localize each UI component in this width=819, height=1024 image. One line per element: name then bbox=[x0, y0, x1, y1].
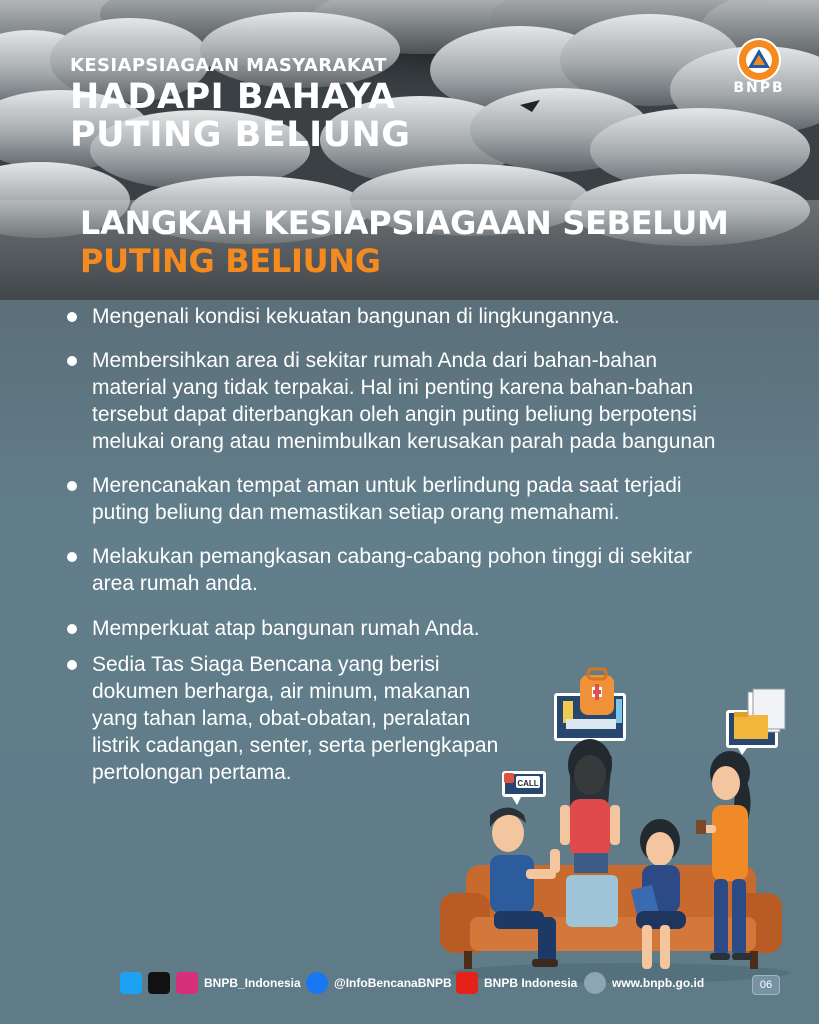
bullet-icon bbox=[67, 624, 77, 634]
header-title bbox=[70, 54, 450, 154]
footer bbox=[0, 968, 819, 998]
list-item-line: Memperkuat atap bangunan rumah Anda. bbox=[92, 617, 480, 640]
bullet-icon bbox=[67, 660, 77, 670]
list-item bbox=[92, 303, 620, 330]
youtube-icon[interactable] bbox=[456, 972, 478, 994]
list-item-line: listrik cadangan, senter, serta perlengkapan bbox=[92, 734, 499, 757]
section-title-line2: PUTING BELIUNG bbox=[80, 242, 381, 280]
list-item-line: Merencanakan tempat aman untuk berlindung pada saat terjadi bbox=[92, 474, 682, 497]
tiktok-icon[interactable] bbox=[148, 972, 170, 994]
list-item bbox=[92, 347, 715, 455]
cushion bbox=[566, 875, 618, 927]
page-number: 06 bbox=[752, 975, 780, 995]
list-item-line: Melakukan pemangkasan cabang-cabang pohon tinggi di sekitar bbox=[92, 545, 693, 568]
website-link[interactable]: www.bnpb.go.id bbox=[612, 976, 705, 990]
list-item-line: area rumah anda. bbox=[92, 572, 258, 595]
bullet-icon bbox=[67, 552, 77, 562]
twitter-icon[interactable] bbox=[120, 972, 142, 994]
call-label: CALL bbox=[517, 779, 539, 788]
bullet-icon bbox=[67, 312, 77, 322]
documents-bubble bbox=[726, 689, 785, 755]
woman-red-top bbox=[560, 739, 620, 873]
family-illustration bbox=[420, 655, 819, 985]
emergency-bag-bubble bbox=[554, 669, 626, 749]
list-item bbox=[92, 472, 682, 526]
header-title-line1: HADAPI BAHAYA bbox=[70, 77, 396, 117]
section-title-line1: LANGKAH KESIAPSIAGAAN SEBELUM bbox=[80, 204, 729, 242]
header-kicker: KESIAPSIAGAAN MASYARAKAT bbox=[70, 55, 387, 76]
list-item-line: Mengenali kondisi kekuatan bangunan di lingkungannya. bbox=[92, 305, 620, 328]
facebook-handle[interactable]: @InfoBencanaBNPB bbox=[334, 976, 452, 990]
list-item-line: dokumen berharga, air minum, makanan bbox=[92, 680, 471, 703]
list-item-line: material yang tidak terpakai. Hal ini penting karena bahan-bahan bbox=[92, 376, 694, 399]
bullet-icon bbox=[67, 481, 77, 491]
bnpb-logo-label: BNPB bbox=[733, 80, 785, 96]
youtube-handle[interactable]: BNPB Indonesia bbox=[484, 976, 578, 990]
call-bubble bbox=[502, 771, 546, 805]
list-item-line: tersebut dapat diterbangkan oleh angin puting beliung berpotensi bbox=[92, 403, 697, 426]
globe-icon[interactable] bbox=[584, 972, 606, 994]
header-title-line2: PUTING BELIUNG bbox=[70, 115, 411, 155]
list-item-line: Membersihkan area di sekitar rumah Anda dari bahan-bahan bbox=[92, 349, 658, 372]
list-item-line: Sedia Tas Siaga Bencana yang berisi bbox=[92, 653, 440, 676]
facebook-icon[interactable] bbox=[306, 972, 328, 994]
bullet-icon bbox=[67, 356, 77, 366]
social-handle[interactable]: BNPB_Indonesia bbox=[204, 976, 301, 990]
list-item bbox=[92, 543, 692, 597]
section-title bbox=[80, 204, 780, 280]
instagram-icon[interactable] bbox=[176, 972, 198, 994]
list-item-line: melukai orang atau menimbulkan kerusakan parah pada bangunan bbox=[92, 430, 716, 453]
list-item bbox=[92, 615, 480, 642]
list-item-line: yang tahan lama, obat-obatan, peralatan bbox=[92, 707, 471, 730]
list-item-line: puting beliung dan memastikan setiap orang memahami. bbox=[92, 501, 620, 524]
list-item-line: pertolongan pertama. bbox=[92, 761, 292, 784]
